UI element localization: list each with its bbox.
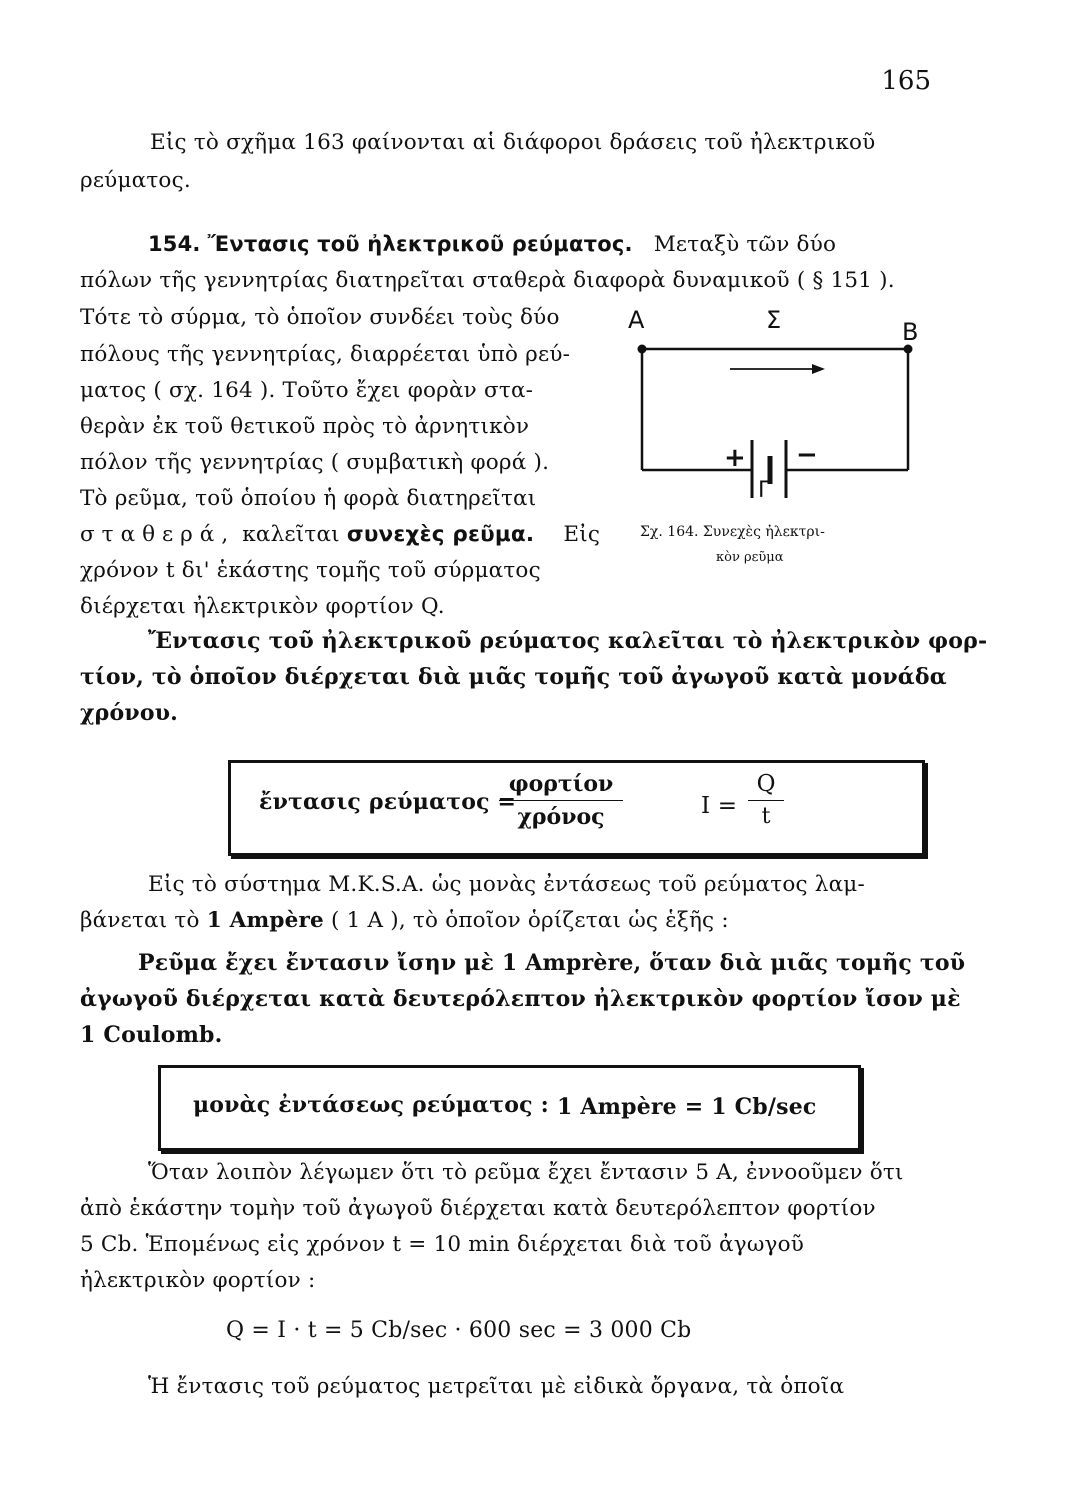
section-line-9-text: καλεῖται (242, 522, 340, 547)
section-line-4: πόλους τῆς γεννητρίας, διαρρέεται ὑπὸ ρεύ- (80, 342, 571, 367)
circuit-diagram (620, 300, 940, 530)
ampere-definition-line-1: Ρεῦμα ἔχει ἔντασιν ἴσην μὲ 1 Amprère, ὅταν διὰ μιᾶς τομῆς τοῦ (138, 950, 966, 976)
section-line-10: χρόνον t δι' ἑκάστης τομῆς τοῦ σύρματος (80, 558, 541, 583)
section-line-7: πόλον τῆς γεννητρίας ( συμβατικὴ φορά ). (80, 450, 550, 475)
section-heading-line (148, 232, 836, 257)
closing-line-1: Ἡ ἔντασις τοῦ ρεύματος μετρεῖται μὲ εἰδικὰ ὄργανα, τὰ ὁποῖα (148, 1374, 845, 1399)
section-line-8: Τὸ ρεῦμα, τοῦ ὁποίου ἡ φορὰ διατηρεῖται (80, 486, 537, 511)
current-arrow-head (812, 364, 825, 374)
mksa-line-1: Εἰς τὸ σύστημα M.K.S.A. ὡς μονὰς ἐντάσεως τοῦ ρεύματος λαμ- (148, 872, 865, 897)
section-line-5: ματος ( σχ. 164 ). Τοῦτο ἔχει φορὰν στα- (80, 378, 534, 403)
formula-lhs: ἔντασις ρεύματος = (259, 789, 517, 815)
example-line-3: 5 Cb. Ἑπομένως εἰς χρόνον t = 10 min διέρχεται διὰ τοῦ ἀγωγοῦ (80, 1232, 805, 1257)
section-line-11: διέρχεται ἠλεκτρικὸν φορτίον Q. (80, 594, 445, 619)
intro-line-1: Εἰς τὸ σχῆμα 163 φαίνονται αἱ διάφοροι δράσεις τοῦ ἠλεκτρικοῦ (150, 130, 876, 155)
section-number: 154. (148, 232, 201, 256)
mksa-line-2 (80, 908, 729, 933)
label-sigma: Σ (766, 306, 782, 334)
label-a: A (628, 306, 645, 334)
figure-caption-line-1: Σχ. 164. Συνεχὲς ἠλεκτρι- (640, 524, 825, 540)
formula-numerator: φορτίον (508, 771, 614, 797)
section-line-2: πόλων τῆς γεννητρίας διατηρεῖται σταθερὰ διαφορὰ δυναμικοῦ ( § 151 ). (80, 268, 895, 293)
section-line-3: Τότε τὸ σύρμα, τὸ ὁποῖον συνδέει τοὺς δύο (80, 305, 560, 330)
section-line-9 (80, 522, 600, 547)
formula-denominator: χρόνος (517, 804, 605, 830)
symbol-denominator: t (761, 804, 771, 829)
label-b: B (902, 318, 919, 346)
unit-box-value: 1 Ampère = 1 Cb/sec (557, 1094, 817, 1120)
example-line-4: ἠλεκτρικὸν φορτίον : (80, 1268, 316, 1293)
direct-current-term: συνεχὲς ρεῦμα. (346, 522, 535, 547)
spaced-word: σταθερά, (80, 522, 236, 547)
definition-line-1: Ἔντασις τοῦ ἠλεκτρικοῦ ρεύματος καλεῖται τὸ ἠλεκτρικὸν φορ- (148, 628, 988, 654)
ampere-definition-line-2: ἀγωγοῦ διέρχεται κατὰ δευτερόλεπτον ἠλεκτρικὸν φορτίον ἴσον μὲ (80, 986, 961, 1012)
symbol-numerator: Q (756, 771, 776, 797)
intro-line-2: ρεύματος. (80, 168, 191, 193)
label-minus: − (796, 440, 818, 470)
formula-fraction (499, 771, 623, 830)
symbol-fraction (748, 771, 784, 829)
label-gamma: Γ (758, 478, 771, 503)
definition-line-2: τίον, τὸ ὁποῖον διέρχεται διὰ μιᾶς τομῆς τοῦ ἀγωγοῦ κατὰ μονάδα (80, 664, 947, 690)
section-line-1: Μεταξὺ τῶν δύο (653, 232, 837, 257)
formula-box (228, 760, 925, 856)
section-line-6: θερὰν ἐκ τοῦ θετικοῦ πρὸς τὸ ἀρνητικὸν (80, 414, 530, 439)
mksa-line-2-start: βάνεται τὸ (80, 908, 200, 933)
mksa-line-2-end: ( 1 A ), τὸ ὁποῖον ὁρίζεται ὡς ἑξῆς : (330, 908, 729, 933)
page-number: 165 (881, 66, 931, 96)
example-equation: Q = I · t = 5 Cb/sec · 600 sec = 3 000 Cb (226, 1318, 692, 1343)
circuit-figure (620, 300, 940, 530)
example-line-1: Ὅταν λοιπὸν λέγωμεν ὅτι τὸ ρεῦμα ἔχει ἔντασιν 5 A, ἐννοοῦμεν ὅτι (148, 1160, 904, 1185)
label-plus: + (724, 443, 746, 473)
ampere-definition-line-3: 1 Coulomb. (80, 1022, 223, 1048)
unit-box-label: μονὰς ἐντάσεως ρεύματος : (193, 1092, 549, 1118)
symbol-lhs: I = (701, 793, 738, 819)
unit-box (158, 1065, 861, 1151)
example-line-2: ἀπὸ ἑκάστην τομὴν τοῦ ἀγωγοῦ διέρχεται κατὰ δευτερόλεπτον φορτίον (80, 1196, 876, 1221)
section-line-9-end: Εἰς (563, 522, 601, 547)
figure-caption-line-2: κὸν ρεῦμα (716, 550, 784, 565)
section-title: Ἔντασις τοῦ ἠλεκτρικοῦ ρεύματος. (207, 232, 633, 256)
ampere-term: 1 Ampère (206, 908, 324, 933)
definition-line-3: χρόνου. (80, 700, 179, 726)
